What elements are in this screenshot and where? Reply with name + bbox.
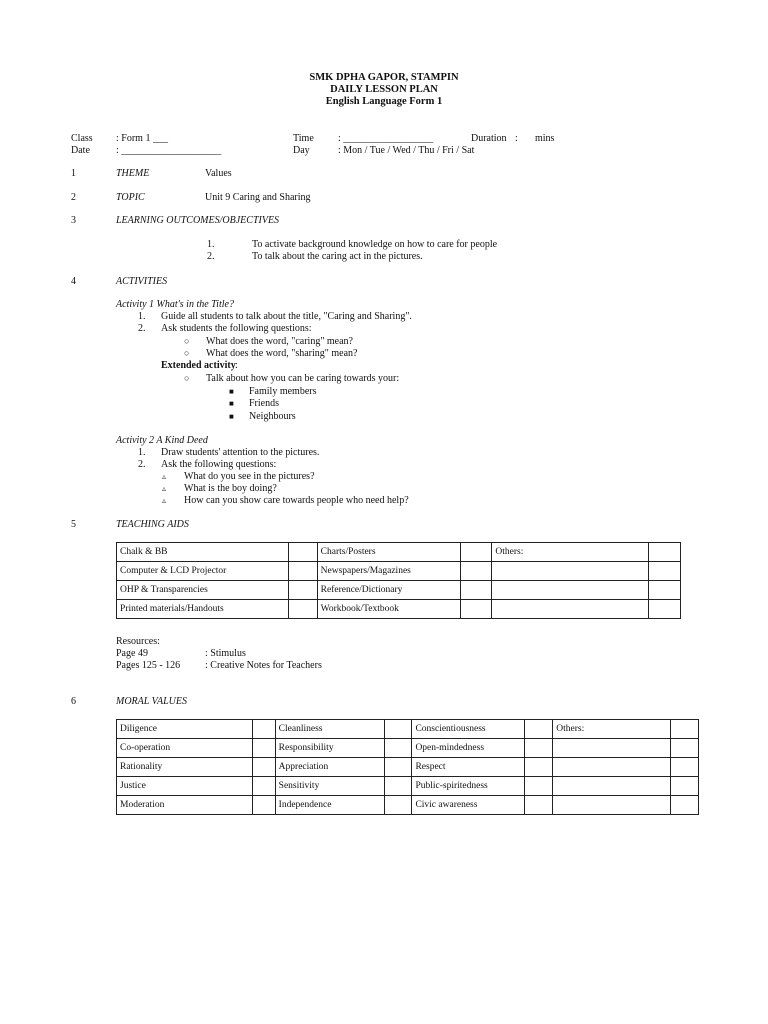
aid-cell: Workbook/Textbook bbox=[317, 600, 460, 619]
value-cell: Rationality bbox=[117, 758, 253, 777]
value-checkbox[interactable] bbox=[384, 758, 412, 777]
step-number: 2. bbox=[138, 323, 146, 334]
section-number: 4 bbox=[71, 276, 76, 287]
duration-value: mins bbox=[535, 133, 555, 144]
value-cell: Responsibility bbox=[275, 739, 384, 758]
aid-cell bbox=[492, 600, 649, 619]
circle-bullet-icon: ○ bbox=[184, 336, 190, 346]
value-cell: Diligence bbox=[117, 720, 253, 739]
value-cell: Respect bbox=[412, 758, 525, 777]
triangle-bullet-icon: ▵ bbox=[162, 496, 167, 505]
plan-title: DAILY LESSON PLAN bbox=[330, 84, 438, 95]
aid-checkbox[interactable] bbox=[649, 543, 681, 562]
step-number: 2. bbox=[138, 459, 146, 470]
triangle-bullet-icon: ▵ bbox=[162, 472, 167, 481]
value-cell: Independence bbox=[275, 796, 384, 815]
aid-checkbox[interactable] bbox=[649, 562, 681, 581]
activity2-question: How can you show care towards people who need help? bbox=[184, 495, 409, 506]
value-cell: Civic awareness bbox=[412, 796, 525, 815]
square-bullet-icon: ■ bbox=[229, 412, 234, 421]
value-checkbox[interactable] bbox=[525, 758, 553, 777]
table-row bbox=[117, 562, 681, 581]
activities-heading: ACTIVITIES bbox=[116, 276, 168, 287]
aid-cell bbox=[492, 581, 649, 600]
aid-checkbox[interactable] bbox=[460, 581, 492, 600]
value-checkbox[interactable] bbox=[252, 720, 275, 739]
value-checkbox[interactable] bbox=[384, 796, 412, 815]
value-cell: Justice bbox=[117, 777, 253, 796]
activity1-step2: Ask students the following questions: bbox=[161, 323, 312, 334]
aid-checkbox[interactable] bbox=[288, 600, 317, 619]
value-cell: Moderation bbox=[117, 796, 253, 815]
value-checkbox[interactable] bbox=[252, 739, 275, 758]
day-label: Day bbox=[293, 145, 310, 156]
circle-bullet-icon: ○ bbox=[184, 348, 190, 358]
activity1-title: Activity 1 What's in the Title? bbox=[116, 299, 234, 310]
aid-cell: OHP & Transparencies bbox=[117, 581, 289, 600]
aid-cell: Newspapers/Magazines bbox=[317, 562, 460, 581]
aid-cell: Reference/Dictionary bbox=[317, 581, 460, 600]
value-cell bbox=[553, 739, 671, 758]
table-row bbox=[117, 600, 681, 619]
section-number: 2 bbox=[71, 192, 76, 203]
table-row bbox=[117, 777, 699, 796]
activity2-title: Activity 2 A Kind Deed bbox=[116, 435, 208, 446]
section-number: 5 bbox=[71, 519, 76, 530]
step-number: 1. bbox=[138, 311, 146, 322]
resources-label: Resources: bbox=[116, 636, 160, 647]
extended-activity-colon: : bbox=[235, 360, 238, 371]
aid-cell: Printed materials/Handouts bbox=[117, 600, 289, 619]
circle-bullet-icon: ○ bbox=[184, 373, 190, 383]
value-cell: Appreciation bbox=[275, 758, 384, 777]
activity1-step1: Guide all students to talk about the title, "Caring and Sharing". bbox=[161, 311, 412, 322]
aid-checkbox[interactable] bbox=[649, 600, 681, 619]
class-value: : Form 1 ___ bbox=[116, 133, 168, 144]
aid-checkbox[interactable] bbox=[288, 543, 317, 562]
square-bullet-icon: ■ bbox=[229, 387, 234, 396]
aid-cell: Computer & LCD Projector bbox=[117, 562, 289, 581]
section-number: 3 bbox=[71, 215, 76, 226]
value-cell: Open-mindedness bbox=[412, 739, 525, 758]
resource-ref: Pages 125 - 126 bbox=[116, 660, 181, 671]
value-checkbox[interactable] bbox=[670, 720, 698, 739]
resource-ref: Page 49 bbox=[116, 648, 148, 659]
day-value: : Mon / Tue / Wed / Thu / Fri / Sat bbox=[338, 145, 475, 156]
teaching-aids-heading: TEACHING AIDS bbox=[116, 519, 189, 530]
aid-cell: Chalk & BB bbox=[117, 543, 289, 562]
activity2-question: What is the boy doing? bbox=[184, 483, 277, 494]
activity1-question2: What does the word, "sharing" mean? bbox=[206, 348, 358, 359]
teaching-aids-table bbox=[116, 542, 681, 619]
value-cell: Sensitivity bbox=[275, 777, 384, 796]
resource-desc: : Stimulus bbox=[205, 648, 246, 659]
objective-number: 2. bbox=[207, 251, 215, 262]
subject-title: English Language Form 1 bbox=[325, 96, 443, 107]
time-label: Time bbox=[293, 133, 314, 144]
value-cell: Conscientiousness bbox=[412, 720, 525, 739]
value-checkbox[interactable] bbox=[525, 720, 553, 739]
table-row bbox=[117, 796, 699, 815]
triangle-bullet-icon: ▵ bbox=[162, 484, 167, 493]
activity1-question1: What does the word, "caring" mean? bbox=[206, 336, 353, 347]
aid-cell: Charts/Posters bbox=[317, 543, 460, 562]
aid-checkbox[interactable] bbox=[288, 562, 317, 581]
aid-cell: Others: bbox=[492, 543, 649, 562]
value-checkbox[interactable] bbox=[252, 796, 275, 815]
value-checkbox[interactable] bbox=[525, 777, 553, 796]
objective-number: 1. bbox=[207, 239, 215, 250]
value-checkbox[interactable] bbox=[384, 720, 412, 739]
extended-item: Family members bbox=[249, 386, 317, 397]
aid-cell bbox=[492, 562, 649, 581]
time-value: : __________________ bbox=[338, 133, 434, 144]
topic-heading: TOPIC bbox=[116, 192, 145, 203]
objective-text: To activate background knowledge on how to care for people bbox=[252, 239, 498, 250]
table-row bbox=[117, 543, 681, 562]
value-checkbox[interactable] bbox=[384, 739, 412, 758]
value-checkbox[interactable] bbox=[670, 777, 698, 796]
objectives-heading: LEARNING OUTCOMES/OBJECTIVES bbox=[116, 215, 280, 226]
value-checkbox[interactable] bbox=[525, 739, 553, 758]
value-checkbox[interactable] bbox=[384, 777, 412, 796]
extended-item: Friends bbox=[249, 398, 279, 409]
moral-values-table bbox=[116, 719, 699, 815]
aid-checkbox[interactable] bbox=[460, 600, 492, 619]
date-label: Date bbox=[71, 145, 90, 156]
activity2-question: What do you see in the pictures? bbox=[184, 471, 315, 482]
value-checkbox[interactable] bbox=[670, 739, 698, 758]
table-row bbox=[117, 720, 699, 739]
aid-checkbox[interactable] bbox=[649, 581, 681, 600]
value-checkbox[interactable] bbox=[670, 796, 698, 815]
activity2-step1: Draw students' attention to the pictures. bbox=[161, 447, 320, 458]
extended-item: Neighbours bbox=[249, 411, 296, 422]
value-cell: Public-spiritedness bbox=[412, 777, 525, 796]
extended-activity-label: Extended activity bbox=[161, 360, 236, 371]
value-checkbox[interactable] bbox=[670, 758, 698, 777]
school-name: SMK DPHA GAPOR, STAMPIN bbox=[309, 72, 459, 83]
square-bullet-icon: ■ bbox=[229, 399, 234, 408]
table-row bbox=[117, 581, 681, 600]
date-value: : ____________________ bbox=[116, 145, 222, 156]
section-number: 6 bbox=[71, 696, 76, 707]
aid-checkbox[interactable] bbox=[288, 581, 317, 600]
duration-label: Duration bbox=[471, 133, 507, 144]
duration-colon: : bbox=[515, 133, 518, 144]
resource-desc: : Creative Notes for Teachers bbox=[205, 660, 322, 671]
moral-values-heading: MORAL VALUES bbox=[116, 696, 188, 707]
table-row bbox=[117, 758, 699, 777]
activity2-step2: Ask the following questions: bbox=[161, 459, 277, 470]
class-label: Class bbox=[71, 133, 93, 144]
value-cell bbox=[553, 758, 671, 777]
value-checkbox[interactable] bbox=[252, 758, 275, 777]
value-checkbox[interactable] bbox=[252, 777, 275, 796]
aid-checkbox[interactable] bbox=[460, 562, 492, 581]
table-row bbox=[117, 739, 699, 758]
value-checkbox[interactable] bbox=[525, 796, 553, 815]
extended-question: Talk about how you can be caring towards your: bbox=[206, 373, 400, 384]
value-cell bbox=[553, 777, 671, 796]
aid-checkbox[interactable] bbox=[460, 543, 492, 562]
theme-heading: THEME bbox=[116, 168, 150, 179]
step-number: 1. bbox=[138, 447, 146, 458]
value-cell: Cleanliness bbox=[275, 720, 384, 739]
value-cell: Co-operation bbox=[117, 739, 253, 758]
section-number: 1 bbox=[71, 168, 76, 179]
topic-value: Unit 9 Caring and Sharing bbox=[205, 192, 311, 203]
value-cell bbox=[553, 796, 671, 815]
objective-text: To talk about the caring act in the pictures. bbox=[252, 251, 423, 262]
theme-value: Values bbox=[205, 168, 232, 179]
value-cell: Others: bbox=[553, 720, 671, 739]
